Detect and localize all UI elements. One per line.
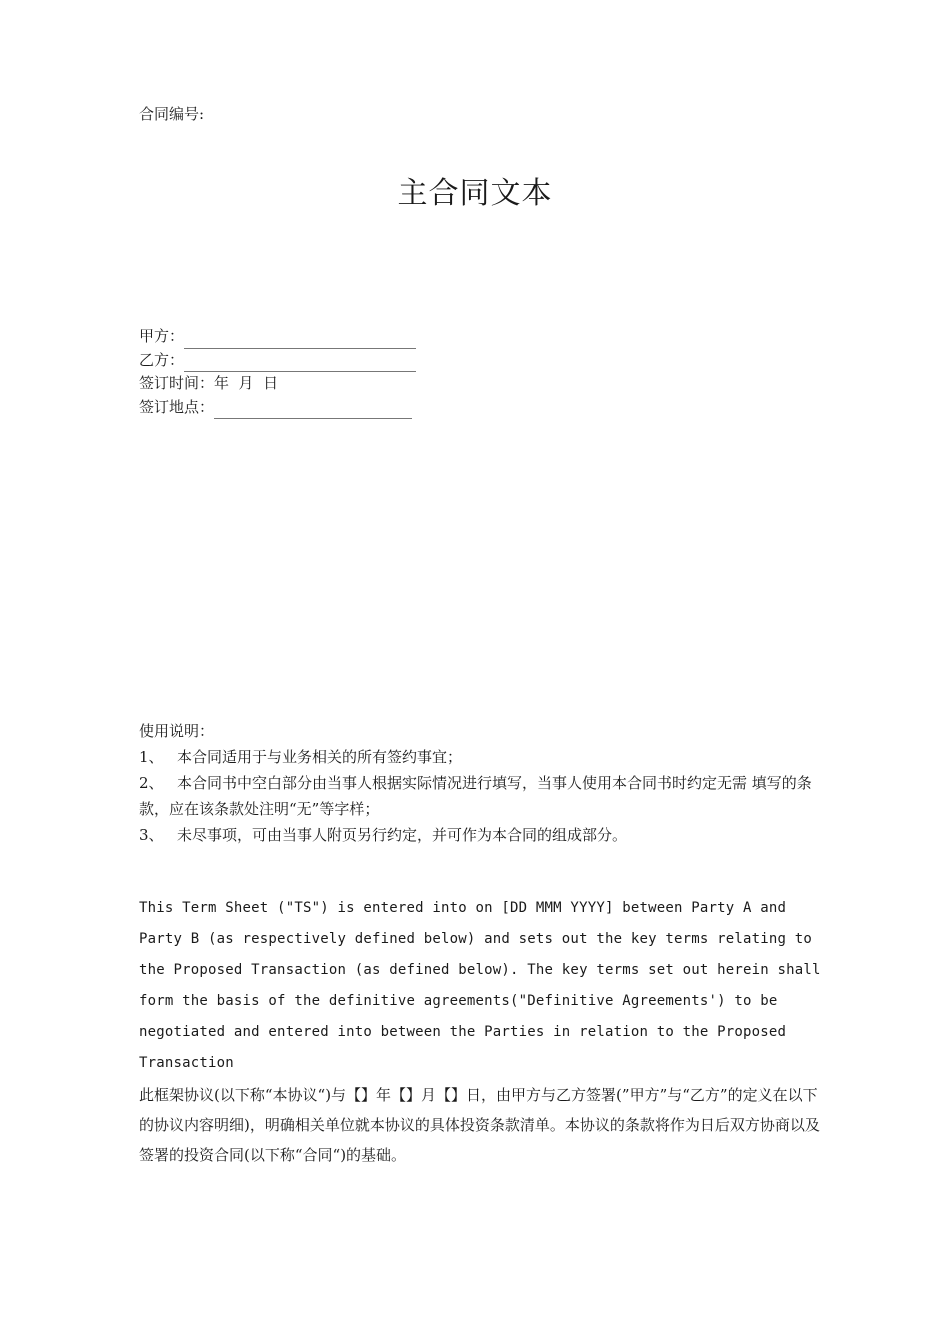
instruction-text: 未尽事项，可由当事人附页另行约定，并可作为本合同的组成部分。 — [177, 826, 628, 844]
instruction-item — [139, 744, 819, 770]
instruction-text: 本合同适用于与业务相关的所有签约事宜； — [177, 748, 463, 766]
party-a-field[interactable] — [184, 330, 416, 349]
party-b-field[interactable] — [184, 353, 416, 372]
document-title: 主合同文本 — [397, 176, 553, 211]
instruction-number: 2、 — [139, 774, 164, 792]
sign-date-value: 年 月 日 — [214, 374, 279, 392]
contract-number-label: 合同编号: — [139, 105, 205, 123]
party-a-label: 甲方： — [139, 327, 185, 345]
sign-date-row — [139, 372, 416, 396]
instruction-text: 本合同书中空白部分由当事人根据实际情况进行填写，当事人使用本合同书时约定无需 填写的条款，应在该条款处注明“无”等字样； — [139, 774, 812, 818]
instruction-item — [139, 822, 819, 848]
parties-block — [139, 325, 416, 419]
instruction-item — [139, 770, 819, 822]
sign-place-field[interactable] — [214, 400, 412, 419]
instruction-number: 1、 — [139, 748, 164, 766]
sign-date-label: 签订时间： — [139, 374, 215, 392]
english-term-sheet-paragraph: This Term Sheet ("TS") is entered into on [DD MMM YYYY] between Party A and Party B (as respectively defined below) and sets out the key terms relating to the Proposed Transaction (as defined below). The key terms set out herein shall form the basis of the definitive agreements("Definitive Agreements') to be negotiated and entered into between the Parties in relation to the Proposed Transaction — [139, 900, 821, 1071]
chinese-framework-paragraph: 此框架协议(以下称“本协议“)与【】年【】月【】日，由甲方与乙方签署(”甲方”与“乙方”的定义在以下的协议内容明细)，明确相关单位就本协议的具体投资条款清单。本协议的条款将作为日后双方协商以及签署的投资合同(以下称“合同“)的基础。 — [139, 1086, 820, 1164]
instruction-number: 3、 — [139, 826, 164, 844]
instructions-heading: 使用说明： — [139, 722, 215, 740]
sign-place-row — [139, 396, 416, 420]
usage-instructions — [139, 718, 819, 848]
sign-place-label: 签订地点： — [139, 397, 215, 416]
party-a-row — [139, 325, 416, 349]
party-b-row — [139, 349, 416, 373]
party-b-label: 乙方： — [139, 350, 185, 369]
